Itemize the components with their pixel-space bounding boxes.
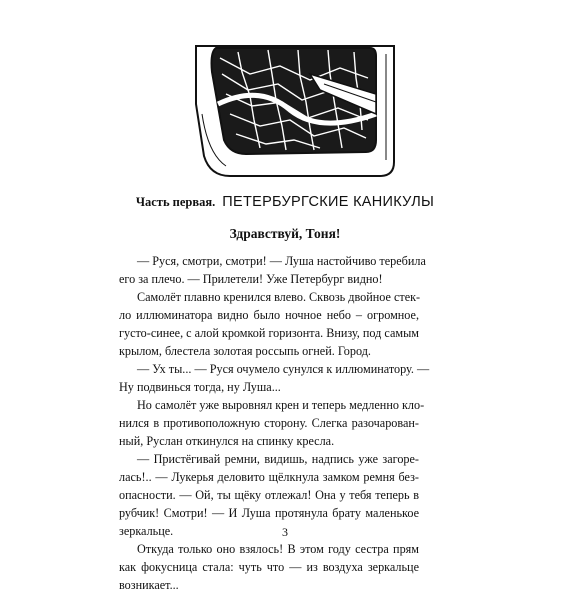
chapter-title: Здравствуй, Тоня! <box>229 226 341 241</box>
part-name: ПЕТЕРБУРГСКИЕ КАНИКУЛЫ <box>222 194 435 210</box>
text-line: — Ух ты... — Руся очумело сунулся к иллюминатору. — <box>137 362 430 376</box>
part-heading <box>0 193 570 211</box>
text-line: крылом, блестела золотая россыпь огней. Город. <box>119 344 371 358</box>
text-line: его за плечо. — Прилетели! Уже Петербург видно! <box>119 272 383 286</box>
text-line: Ну подвинься тогда, ну Луша... <box>119 380 281 394</box>
text-line: рубчик! Смотри! — И Луша протянула брату маленькое <box>119 506 419 520</box>
text-line: зеркальце. <box>119 524 174 538</box>
text-line: ный, Руслан откинулся на спинку кресла. <box>119 434 335 448</box>
text-line: — Пристёгивай ремни, видишь, надпись уже загоре- <box>137 452 419 466</box>
text-line: густо-синее, с алой кромкой горизонта. Внизу, под самым <box>119 326 419 340</box>
text-line: Откуда только оно взялось! В этом году сестра прям <box>137 542 419 556</box>
text-line: возникает... <box>119 578 179 592</box>
text-line: Но самолёт уже выровнял крен и теперь медленно кло- <box>137 398 425 412</box>
airplane-window-city-view-icon <box>190 44 402 180</box>
text-line: Самолёт плавно кренился влево. Сквозь двойное стек- <box>137 290 421 304</box>
page-number: 3 <box>282 525 288 539</box>
text-line: ло иллюминатора видно было ночное небо – огромное, <box>119 308 419 322</box>
text-line: лась!.. — Лукерья деловито щёлкнула замком ремня без- <box>119 470 419 484</box>
text-line: нился в противоположную сторону. Слегка разочарован- <box>119 416 419 430</box>
part-label: Часть первая. <box>135 195 216 209</box>
chapter-text <box>119 252 430 594</box>
text-line: опасности. — Ой, ты щёку отлежал! Она у тебя теперь в <box>119 488 419 502</box>
text-line: как фокусница стала: чуть что — из воздуха зеркальце <box>119 560 419 574</box>
text-line: — Руся, смотри, смотри! — Луша настойчиво теребила <box>137 254 426 268</box>
